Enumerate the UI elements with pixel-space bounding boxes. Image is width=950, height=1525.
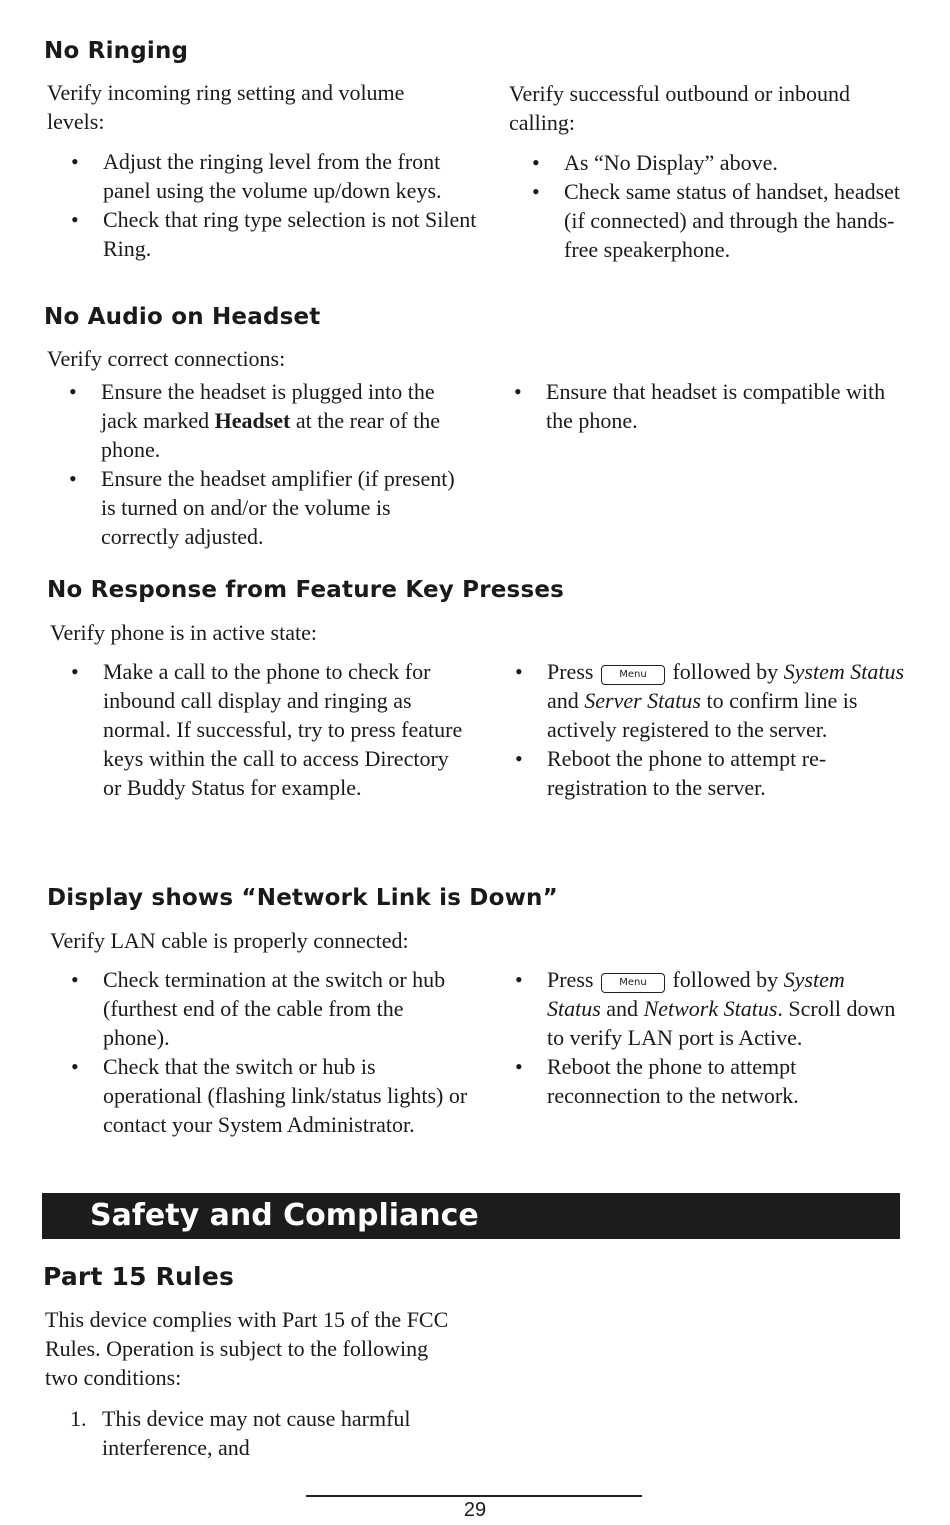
no-response-list [47,657,467,802]
list-item: • Ensure the headset amplifier (if present) is turned on and/or the volume is correctly adjusted. [45,464,457,551]
list-item: • Reboot the phone to attempt re-registration to the server. [491,744,907,802]
list-item [491,657,907,744]
banner-title: Safety and Compliance [90,1198,479,1233]
confirm-text: to confirm line is actively registered to the server. [547,688,858,742]
footer-rule [306,1495,642,1497]
followed-text: followed by [666,967,784,992]
and-text: and [600,996,644,1021]
heading-no-audio-headset: No Audio on Headset [44,304,321,330]
menu-key-icon: Menu [601,973,665,993]
list-item: • Make a call to the phone to check for inbound call display and ringing as normal. If successful, try to press feature keys within the call to access Directory or Buddy Status for example. [47,657,467,802]
no-audio-list [45,377,457,551]
heading-network-link-down: Display shows “Network Link is Down” [47,885,558,911]
network-intro: Verify LAN cable is properly connected: [50,928,409,953]
headset-label: Headset [214,408,291,433]
press-text: Press [547,967,594,992]
heading-part-15-rules: Part 15 Rules [43,1262,235,1291]
item-text-pre: Ensure the headset is plugged into the jack marked [101,379,435,433]
menu-key-icon: Menu [601,665,665,685]
item-number: 1. [70,1406,87,1431]
item-text-post: at the rear of the phone. [101,408,441,462]
network-status-text: Network Status [643,996,778,1021]
followed-text: followed by [666,659,784,684]
system-status-text: System Status [547,967,845,1021]
list-item [44,1404,454,1462]
list-item: • As “No Display” above. [508,148,904,177]
part15-list [44,1404,454,1462]
network-right-list [491,965,901,1110]
press-text: Press [547,659,594,684]
heading-no-response: No Response from Feature Key Presses [47,577,565,603]
list-item: • Check termination at the switch or hub (furthest end of the cable from the phone). [47,965,471,1052]
list-item: • Check that the switch or hub is operational (flashing link/status lights) or contact your System Administrator. [47,1052,471,1139]
list-item: • Check same status of handset, headset (if connected) and through the hands-free speakerphone. [508,177,904,264]
no-response-intro: Verify phone is in active state: [50,620,317,645]
page-number: 29 [463,1499,487,1521]
item-text: This device may not cause harmful interference, and [102,1406,411,1460]
scroll-text: . Scroll down to verify LAN port is Active. [547,996,896,1050]
system-status-text: System Status [783,659,905,684]
list-item: • Ensure that headset is compatible with the phone. [490,377,890,435]
and-text: and [547,688,585,713]
no-ringing-intro: Verify incoming ring setting and volume levels: [47,80,405,134]
list-item: • Adjust the ringing level from the front panel using the volume up/down keys. [47,147,477,205]
no-audio-right-list [490,377,890,435]
part15-intro: This device complies with Part 15 of the FCC Rules. Operation is subject to the following two conditions: [45,1307,449,1390]
section-banner [42,1193,900,1239]
no-response-right-list [491,657,907,802]
no-ringing-list [47,147,477,263]
heading-no-ringing: No Ringing [44,38,189,64]
no-ringing-right-intro: Verify successful outbound or inbound calling: [509,81,850,135]
list-item: • Check that ring type selection is not Silent Ring. [47,205,477,263]
list-item: • Reboot the phone to attempt reconnection to the network. [491,1052,901,1110]
list-item [491,965,901,1052]
no-ringing-right-list [508,148,904,264]
no-audio-intro: Verify correct connections: [47,346,286,371]
server-status-text: Server Status [584,688,701,713]
list-item [45,377,457,464]
network-list [47,965,471,1139]
